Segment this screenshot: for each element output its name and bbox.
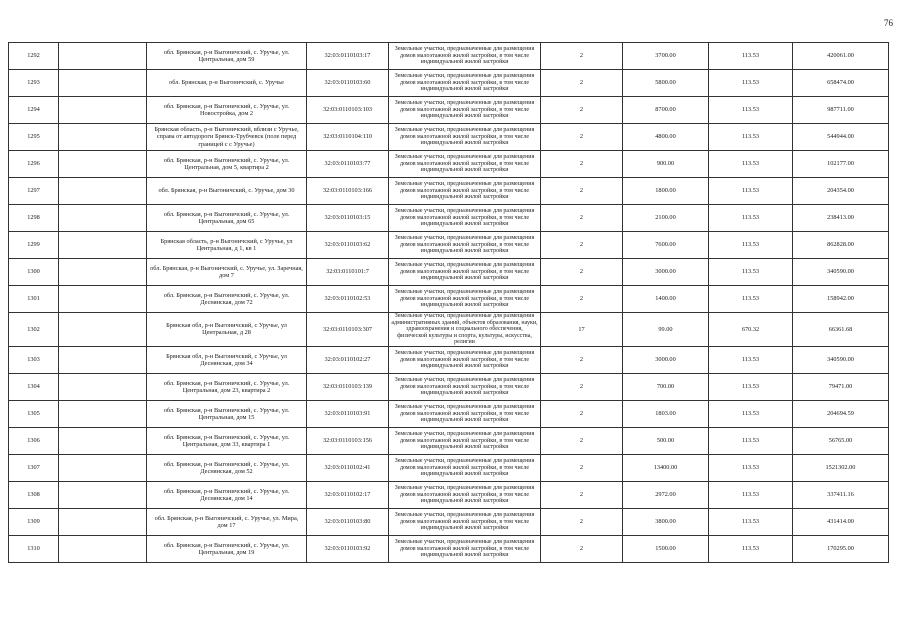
land-use-description-cell: Земельные участки, предназначенные для размещения домов малоэтажной жилой застройки, в том числе индивидуальной жилой застройки: [389, 400, 541, 427]
table-row: [9, 232, 889, 259]
value-cell: 238413.00: [793, 205, 889, 232]
table-row: [9, 535, 889, 562]
row-number-cell: 1306: [9, 427, 59, 454]
category-cell: 2: [541, 454, 623, 481]
cadastral-number-cell: 32:03:0110103:166: [307, 178, 389, 205]
land-use-description-cell: Земельные участки, предназначенные для размещения домов малоэтажной жилой застройки, в том числе индивидуальной жилой застройки: [389, 259, 541, 286]
rate-cell: 113.53: [709, 151, 793, 178]
address-cell: обл. Брянская, р-н Выгоничский, с. Уручье, ул. Деснянская, дом 14: [147, 481, 307, 508]
blank-cell: [59, 124, 147, 151]
table-row: [9, 97, 889, 124]
address-cell: обл. Брянская, р-н Выгоничский, с. Уручье: [147, 70, 307, 97]
value-cell: 862828.00: [793, 232, 889, 259]
address-cell: обл. Брянская, р-н Выгоничский, с. Уручье, ул. Центральная, дом 23, квартира 2: [147, 373, 307, 400]
area-cell: 99.00: [623, 313, 709, 347]
cadastral-number-cell: 32:03:0110103:62: [307, 232, 389, 259]
category-cell: 2: [541, 373, 623, 400]
blank-cell: [59, 454, 147, 481]
rate-cell: 113.53: [709, 124, 793, 151]
value-cell: 204354.00: [793, 178, 889, 205]
land-use-description-cell: Земельные участки, предназначенные для размещения домов малоэтажной жилой застройки, в том числе индивидуальной жилой застройки: [389, 97, 541, 124]
category-cell: 17: [541, 313, 623, 347]
value-cell: 987711.00: [793, 97, 889, 124]
blank-cell: [59, 151, 147, 178]
category-cell: 2: [541, 286, 623, 313]
cadastral-number-cell: 32:03:0110103:15: [307, 205, 389, 232]
value-cell: 56765.00: [793, 427, 889, 454]
table-row: [9, 508, 889, 535]
value-cell: 340590.00: [793, 346, 889, 373]
area-cell: 1800.00: [623, 178, 709, 205]
value-cell: 340590.00: [793, 259, 889, 286]
cadastral-number-cell: 32:03:0110103:17: [307, 43, 389, 70]
area-cell: 3000.00: [623, 259, 709, 286]
rate-cell: 113.53: [709, 535, 793, 562]
value-cell: 102177.00: [793, 151, 889, 178]
row-number-cell: 1302: [9, 313, 59, 347]
rate-cell: 113.53: [709, 454, 793, 481]
cadastral-number-cell: 32:03:0110103:103: [307, 97, 389, 124]
category-cell: 2: [541, 259, 623, 286]
address-cell: обл. Брянская, р-н Выгоничский, с. Уручье, ул. Заречная, дом 7: [147, 259, 307, 286]
value-cell: 170295.00: [793, 535, 889, 562]
cadastral-number-cell: 32:03:0110103:307: [307, 313, 389, 347]
blank-cell: [59, 481, 147, 508]
category-cell: 2: [541, 427, 623, 454]
cadastral-number-cell: 32:03:0110103:139: [307, 373, 389, 400]
area-cell: 3000.00: [623, 346, 709, 373]
address-cell: обл. Брянская, р-н Выгоничский, с. Уручье, ул. Центральная, дом 59: [147, 43, 307, 70]
land-use-description-cell: Земельные участки, предназначенные для размещения домов малоэтажной жилой застройки, в том числе индивидуальной жилой застройки: [389, 232, 541, 259]
blank-cell: [59, 259, 147, 286]
cadastral-number-cell: 32:03:0110102:17: [307, 481, 389, 508]
table-row: [9, 124, 889, 151]
area-cell: 2972.00: [623, 481, 709, 508]
row-number-cell: 1294: [9, 97, 59, 124]
blank-cell: [59, 373, 147, 400]
row-number-cell: 1299: [9, 232, 59, 259]
value-cell: 158942.00: [793, 286, 889, 313]
blank-cell: [59, 97, 147, 124]
cadastral-number-cell: 32:03:0110102:27: [307, 346, 389, 373]
row-number-cell: 1304: [9, 373, 59, 400]
address-cell: обл. Брянская, р-н Выгоничский, с. Уручье, ул. Центральная, дом 5, квартира 2: [147, 151, 307, 178]
area-cell: 13400.00: [623, 454, 709, 481]
category-cell: 2: [541, 346, 623, 373]
land-use-description-cell: Земельные участки, предназначенные для размещения домов малоэтажной жилой застройки, в том числе индивидуальной жилой застройки: [389, 535, 541, 562]
rate-cell: 113.53: [709, 178, 793, 205]
row-number-cell: 1303: [9, 346, 59, 373]
land-use-description-cell: Земельные участки, предназначенные для размещения домов малоэтажной жилой застройки, в том числе индивидуальной жилой застройки: [389, 427, 541, 454]
rate-cell: 113.53: [709, 286, 793, 313]
address-cell: Брянская область, р-н Выгоничский, с Уручье, ул Центральная, д 1, кв 1: [147, 232, 307, 259]
area-cell: 3800.00: [623, 508, 709, 535]
land-use-description-cell: Земельные участки, предназначенные для размещения домов малоэтажной жилой застройки, в том числе индивидуальной жилой застройки: [389, 373, 541, 400]
area-cell: 500.00: [623, 427, 709, 454]
page-number: 76: [884, 18, 893, 28]
address-cell: Брянская обл, р-н Выгоничский, с Уручье, ул Центральная, д 28: [147, 313, 307, 347]
land-use-description-cell: Земельные участки, предназначенные для размещения домов малоэтажной жилой застройки, в том числе индивидуальной жилой застройки: [389, 346, 541, 373]
address-cell: обл. Брянская, р-н Выгоничский, с. Уручье, ул. Новостройка, дом 2: [147, 97, 307, 124]
address-cell: обл. Брянская, р-н Выгоничский, с. Уручье, ул. Центральная, дом 15: [147, 400, 307, 427]
row-number-cell: 1297: [9, 178, 59, 205]
cadastral-number-cell: 32:03:0110101:7: [307, 259, 389, 286]
cadastral-number-cell: 32:03:0110104:110: [307, 124, 389, 151]
row-number-cell: 1295: [9, 124, 59, 151]
cadastral-number-cell: 32:03:0110103:92: [307, 535, 389, 562]
cadastral-number-cell: 32:03:0110102:41: [307, 454, 389, 481]
rate-cell: 113.53: [709, 97, 793, 124]
land-use-description-cell: Земельные участки, предназначенные для размещения домов малоэтажной жилой застройки, в том числе индивидуальной жилой застройки: [389, 286, 541, 313]
row-number-cell: 1310: [9, 535, 59, 562]
rate-cell: 113.53: [709, 232, 793, 259]
table-row: [9, 481, 889, 508]
row-number-cell: 1293: [9, 70, 59, 97]
value-cell: 544944.00: [793, 124, 889, 151]
rate-cell: 113.53: [709, 346, 793, 373]
area-cell: 8700.00: [623, 97, 709, 124]
table-row: [9, 151, 889, 178]
address-cell: обл. Брянская, р-н Выгоничский, с. Уручье, ул. Центральная, дом 19: [147, 535, 307, 562]
rate-cell: 670.32: [709, 313, 793, 347]
address-cell: Брянская обл, р-н Выгоничский, с Уручье, ул Деснянская, дом 34: [147, 346, 307, 373]
row-number-cell: 1309: [9, 508, 59, 535]
category-cell: 2: [541, 124, 623, 151]
table-row: [9, 259, 889, 286]
category-cell: 2: [541, 205, 623, 232]
category-cell: 2: [541, 508, 623, 535]
row-number-cell: 1296: [9, 151, 59, 178]
area-cell: 1500.00: [623, 535, 709, 562]
category-cell: 2: [541, 178, 623, 205]
blank-cell: [59, 286, 147, 313]
land-use-description-cell: Земельные участки, предназначенные для размещения домов малоэтажной жилой застройки, в том числе индивидуальной жилой застройки: [389, 151, 541, 178]
land-use-description-cell: Земельные участки, предназначенные для размещения домов малоэтажной жилой застройки, в том числе индивидуальной жилой застройки: [389, 454, 541, 481]
area-cell: 700.00: [623, 373, 709, 400]
land-use-description-cell: Земельные участки, предназначенные для размещения административных зданий, объектов образования, науки, здравоохранения и социального обеспечения, физической культуры и спорта, культуры, искусства, религии: [389, 313, 541, 347]
cadastral-number-cell: 32:03:0110103:80: [307, 508, 389, 535]
blank-cell: [59, 205, 147, 232]
row-number-cell: 1308: [9, 481, 59, 508]
area-cell: 1803.00: [623, 400, 709, 427]
area-cell: 7600.00: [623, 232, 709, 259]
area-cell: 5800.00: [623, 70, 709, 97]
table-row: [9, 178, 889, 205]
address-cell: Брянская область, р-н Выгоничский, вблизи с Уручье, справа от автодороги Брянск-Трубчевск (поле перед границей с с Уручье): [147, 124, 307, 151]
cadastral-number-cell: 32:03:0110103:77: [307, 151, 389, 178]
blank-cell: [59, 70, 147, 97]
table-row: [9, 313, 889, 347]
value-cell: 1521302.00: [793, 454, 889, 481]
rate-cell: 113.53: [709, 259, 793, 286]
rate-cell: 113.53: [709, 70, 793, 97]
table-row: [9, 454, 889, 481]
cadastral-number-cell: 32:03:0110103:156: [307, 427, 389, 454]
category-cell: 2: [541, 97, 623, 124]
land-use-description-cell: Земельные участки, предназначенные для размещения домов малоэтажной жилой застройки, в том числе индивидуальной жилой застройки: [389, 124, 541, 151]
address-cell: обл. Брянская, р-н Выгоничский, с. Уручье, ул. Центральная, дом 65: [147, 205, 307, 232]
category-cell: 2: [541, 70, 623, 97]
value-cell: 204694.59: [793, 400, 889, 427]
blank-cell: [59, 346, 147, 373]
rate-cell: 113.53: [709, 427, 793, 454]
table-row: [9, 427, 889, 454]
address-cell: обл. Брянская, р-н Выгоничский, с. Уручье, ул. Деснянская, дом 72: [147, 286, 307, 313]
rate-cell: 113.53: [709, 508, 793, 535]
value-cell: 337411.16: [793, 481, 889, 508]
area-cell: 4800.00: [623, 124, 709, 151]
rate-cell: 113.53: [709, 205, 793, 232]
rate-cell: 113.53: [709, 43, 793, 70]
category-cell: 2: [541, 400, 623, 427]
table-row: [9, 70, 889, 97]
table-row: [9, 286, 889, 313]
address-cell: обл. Брянская, р-н Выгоничский, с. Уручье, ул. Центральная, дом 33, квартира 1: [147, 427, 307, 454]
rate-cell: 113.53: [709, 400, 793, 427]
table-row: [9, 205, 889, 232]
table-row: [9, 400, 889, 427]
blank-cell: [59, 400, 147, 427]
row-number-cell: 1300: [9, 259, 59, 286]
value-cell: 420061.00: [793, 43, 889, 70]
value-cell: 431414.00: [793, 508, 889, 535]
table-row: [9, 373, 889, 400]
blank-cell: [59, 313, 147, 347]
area-cell: 900.00: [623, 151, 709, 178]
category-cell: 2: [541, 232, 623, 259]
category-cell: 2: [541, 535, 623, 562]
blank-cell: [59, 43, 147, 70]
cadastral-number-cell: 32:03:0110102:53: [307, 286, 389, 313]
land-registry-table: [8, 42, 889, 563]
value-cell: 658474.00: [793, 70, 889, 97]
table-row: [9, 43, 889, 70]
area-cell: 2100.00: [623, 205, 709, 232]
blank-cell: [59, 508, 147, 535]
land-use-description-cell: Земельные участки, предназначенные для размещения домов малоэтажной жилой застройки, в том числе индивидуальной жилой застройки: [389, 508, 541, 535]
row-number-cell: 1298: [9, 205, 59, 232]
rate-cell: 113.53: [709, 373, 793, 400]
value-cell: 66361.68: [793, 313, 889, 347]
area-cell: 3700.00: [623, 43, 709, 70]
table-row: [9, 346, 889, 373]
address-cell: обл. Брянская, р-н Выгоничский, с. Уручье, ул. Деснянская, дом 52: [147, 454, 307, 481]
category-cell: 2: [541, 43, 623, 70]
row-number-cell: 1292: [9, 43, 59, 70]
row-number-cell: 1305: [9, 400, 59, 427]
land-use-description-cell: Земельные участки, предназначенные для размещения домов малоэтажной жилой застройки, в том числе индивидуальной жилой застройки: [389, 205, 541, 232]
land-use-description-cell: Земельные участки, предназначенные для размещения домов малоэтажной жилой застройки, в том числе индивидуальной жилой застройки: [389, 43, 541, 70]
table-body: [9, 43, 889, 563]
row-number-cell: 1301: [9, 286, 59, 313]
blank-cell: [59, 178, 147, 205]
blank-cell: [59, 232, 147, 259]
value-cell: 79471.00: [793, 373, 889, 400]
land-use-description-cell: Земельные участки, предназначенные для размещения домов малоэтажной жилой застройки, в том числе индивидуальной жилой застройки: [389, 178, 541, 205]
cadastral-number-cell: 32:03:0110103:91: [307, 400, 389, 427]
row-number-cell: 1307: [9, 454, 59, 481]
land-use-description-cell: Земельные участки, предназначенные для размещения домов малоэтажной жилой застройки, в том числе индивидуальной жилой застройки: [389, 70, 541, 97]
category-cell: 2: [541, 151, 623, 178]
blank-cell: [59, 427, 147, 454]
address-cell: обл. Брянская, р-н Выгоничский, с. Уручье, ул. Мира, дом 17: [147, 508, 307, 535]
cadastral-number-cell: 32:03:0110103:60: [307, 70, 389, 97]
category-cell: 2: [541, 481, 623, 508]
area-cell: 1400.00: [623, 286, 709, 313]
rate-cell: 113.53: [709, 481, 793, 508]
land-use-description-cell: Земельные участки, предназначенные для размещения домов малоэтажной жилой застройки, в том числе индивидуальной жилой застройки: [389, 481, 541, 508]
address-cell: обл. Брянская, р-н Выгоничский, с. Уручье, дом 30: [147, 178, 307, 205]
blank-cell: [59, 535, 147, 562]
